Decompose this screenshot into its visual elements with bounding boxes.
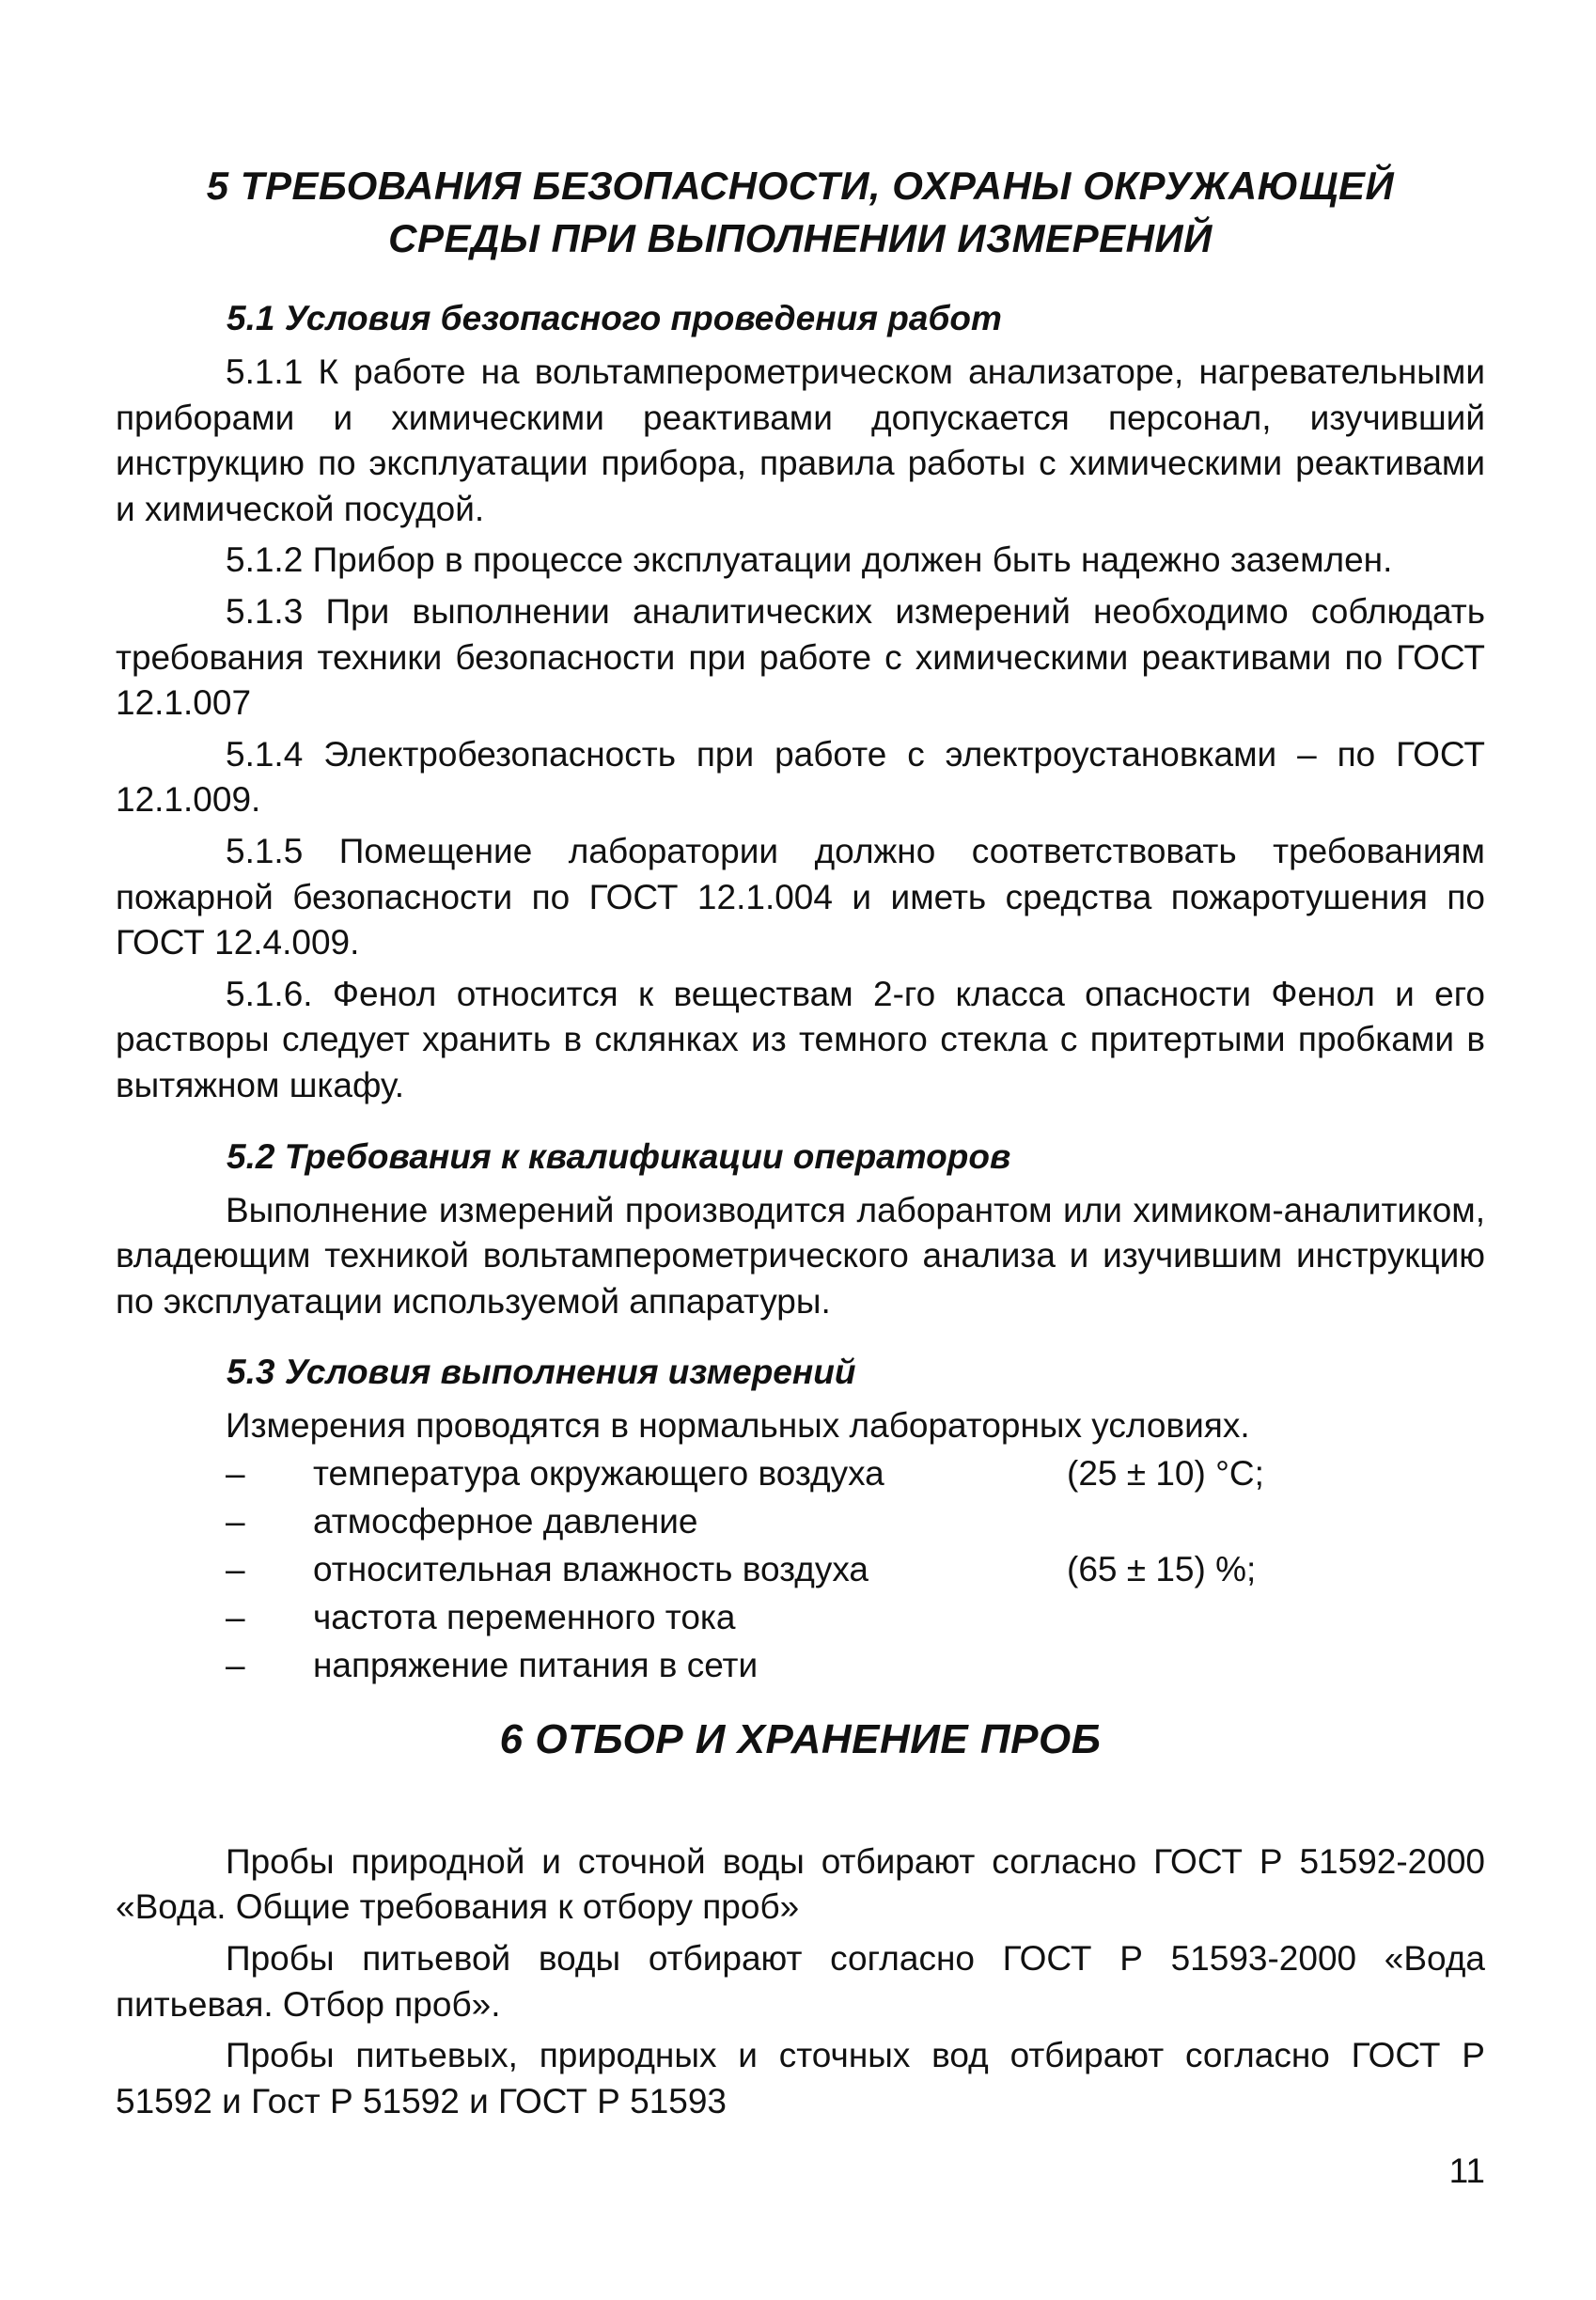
condition-value: (65 ± 15) %; (1067, 1549, 1257, 1588)
condition-name: температура окружающего воздуха (313, 1453, 884, 1493)
condition-dash: – (226, 1597, 245, 1636)
paragraph-6-2: Пробы питьевой воды отбирают согласно ГОСТ Р 51593-2000 «Вода питьевая. Отбор проб». (116, 1939, 1485, 2024)
paragraph-5-1-5: 5.1.5 Помещение лаборатории должно соответствовать требованиям пожарной безопасности по ГОСТ 12.1.004 и иметь средства пожаротушения по ГОСТ 12.4.009. (116, 831, 1485, 962)
condition-dash: – (226, 1501, 245, 1541)
condition-value: (25 ± 10) °С; (1067, 1453, 1264, 1493)
paragraph-6-1: Пробы природной и сточной воды отбирают согласно ГОСТ Р 51592-2000 «Вода. Общие требования к отбору проб» (116, 1841, 1485, 1927)
condition-value (1067, 1497, 1485, 1545)
paragraph-5-1-3: 5.1.3 При выполнении аналитических измерений необходимо соблюдать требования техники безопасности при работе с химическими реактивами по ГОСТ 12.1.007 (116, 591, 1485, 723)
condition-dash: – (226, 1453, 245, 1493)
condition-name: частота переменного тока (313, 1597, 736, 1636)
paragraph-5-1-1: 5.1.1 К работе на вольтамперометрическом анализаторе, нагревательными приборами и химическими реактивами допускается персонал, изучивший инструкцию по эксплуатации прибора, правила работы с химическими реактивами и химической посудой. (116, 352, 1485, 528)
condition-dash: – (226, 1645, 245, 1684)
condition-item (116, 1449, 1485, 1497)
section-6-title: 6 ОТБОР И ХРАНЕНИЕ ПРОБ (499, 1715, 1102, 1762)
paragraph-5-1-2: 5.1.2 Прибор в процессе эксплуатации должен быть надежно заземлен. (226, 540, 1393, 580)
condition-item (116, 1593, 1485, 1641)
section-5-title-line1: 5 ТРЕБОВАНИЯ БЕЗОПАСНОСТИ, ОХРАНЫ ОКРУЖАЮЩЕЙ (206, 164, 1395, 208)
condition-item (116, 1641, 1485, 1689)
section-5-title (116, 160, 1485, 265)
condition-name: атмосферное давление (313, 1501, 698, 1541)
paragraph-5-1-6: 5.1.6. Фенол относится к веществам 2-го класса опасности Фенол и его растворы следует хранить в склянках из темного стекла с притертыми пробками в вытяжном шкафу. (116, 974, 1485, 1104)
conditions-list (116, 1449, 1485, 1689)
condition-item (116, 1497, 1485, 1545)
condition-value (1067, 1593, 1485, 1641)
condition-value (1067, 1641, 1485, 1689)
condition-item (116, 1545, 1485, 1593)
paragraph-5-3-intro: Измерения проводятся в нормальных лабораторных условиях. (226, 1406, 1250, 1446)
subsection-5-1-title: 5.1 Условия безопасного проведения работ (227, 299, 1002, 337)
subsection-5-2-title: 5.2 Требования к квалификации операторов (227, 1136, 1011, 1176)
condition-name: относительная влажность воздуха (313, 1549, 869, 1588)
paragraph-5-2: Выполнение измерений производится лаборантом или химиком-аналитиком, владеющим техникой вольтамперометрического анализа и изучившим инструкцию по эксплуатации используемой аппаратуры. (116, 1190, 1485, 1321)
paragraph-5-1-4: 5.1.4 Электробезопасность при работе с электроустановками – по ГОСТ 12.1.009. (116, 734, 1485, 820)
page-number: 11 (1448, 2151, 1485, 2190)
subsection-5-3-title: 5.3 Условия выполнения измерений (227, 1353, 856, 1392)
section-5-title-line2: СРЕДЫ ПРИ ВЫПОЛНЕНИИ ИЗМЕРЕНИЙ (388, 216, 1213, 260)
condition-dash: – (226, 1549, 245, 1588)
paragraph-6-3: Пробы питьевых, природных и сточных вод отбирают согласно ГОСТ Р 51592 и Гост Р 51592 и ГОСТ Р 51593 (116, 2036, 1485, 2120)
condition-name: напряжение питания в сети (313, 1645, 759, 1684)
